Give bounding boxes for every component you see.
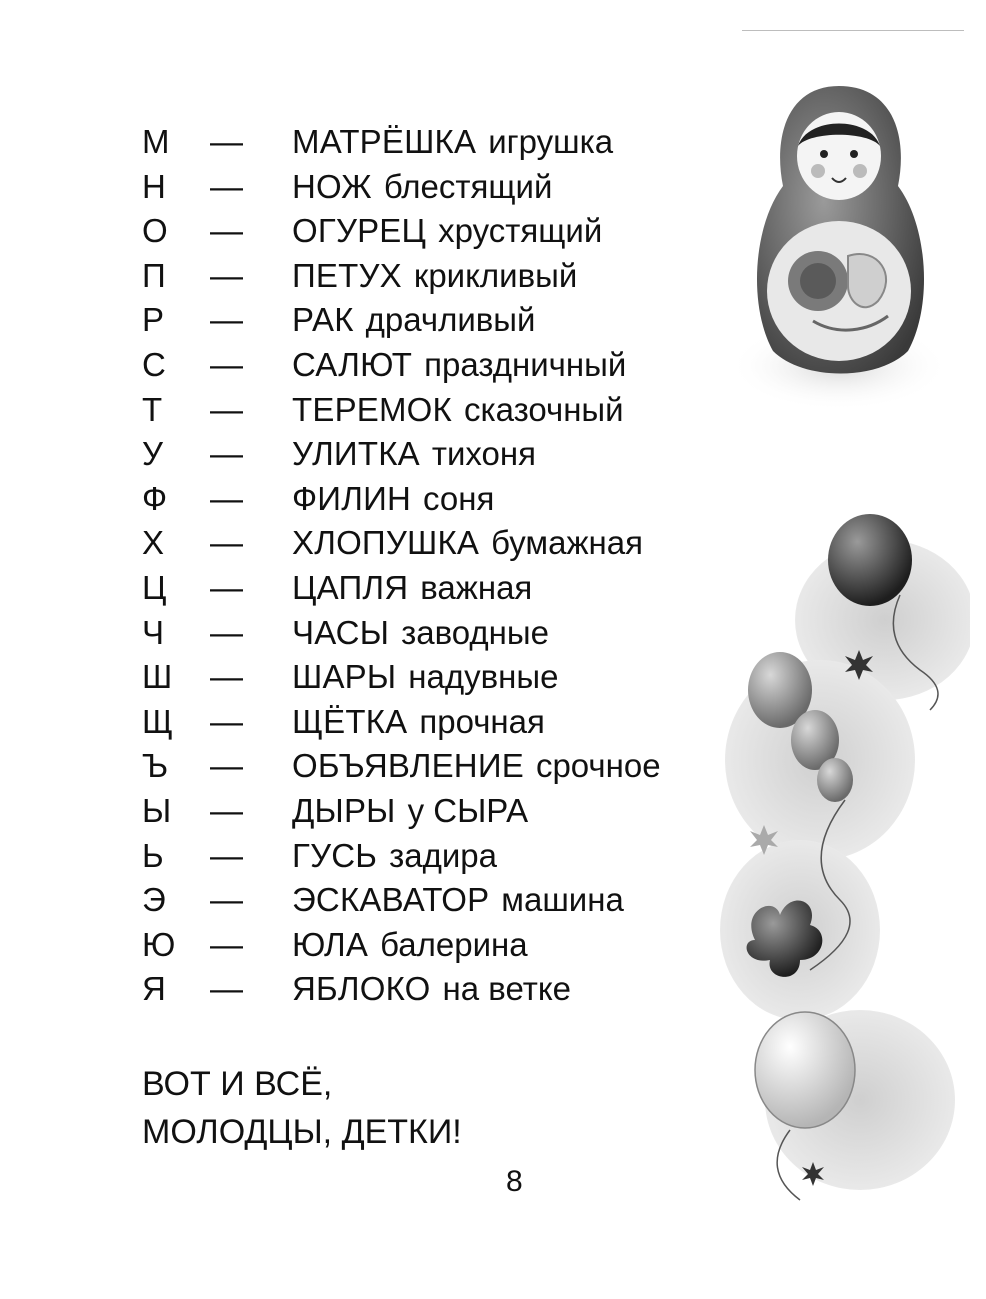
alphabet-row — [142, 298, 742, 343]
alphabet-letter: Ч — [142, 613, 164, 651]
dash-separator: — — [210, 925, 243, 963]
alphabet-letter: С — [142, 345, 166, 383]
alphabet-phrase — [292, 923, 528, 968]
dash-separator: — — [210, 256, 243, 294]
alphabet-word: ШАРЫ — [292, 658, 397, 696]
alphabet-description: праздничный — [424, 345, 627, 383]
alphabet-row — [142, 165, 742, 210]
alphabet-phrase — [292, 388, 624, 433]
alphabet-row — [142, 432, 742, 477]
alphabet-description: срочное — [535, 747, 661, 785]
alphabet-word: ХЛОПУШКА — [292, 524, 480, 562]
alphabet-row — [142, 878, 742, 923]
alphabet-word: ЮЛА — [292, 925, 369, 963]
alphabet-row — [142, 700, 742, 745]
alphabet-word: РАК — [292, 301, 354, 339]
alphabet-letter: Ъ — [142, 747, 169, 785]
alphabet-row — [142, 923, 742, 968]
alphabet-letter: О — [142, 212, 168, 250]
alphabet-description: соня — [423, 479, 495, 517]
dash-separator: — — [210, 836, 243, 874]
alphabet-description: игрушка — [488, 123, 614, 160]
alphabet-list — [142, 120, 742, 1012]
dash-separator: — — [210, 613, 243, 651]
alphabet-word: УЛИТКА — [292, 435, 420, 473]
alphabet-phrase — [292, 611, 549, 656]
alphabet-letter: Х — [142, 524, 165, 562]
alphabet-phrase — [292, 477, 494, 522]
dash-separator: — — [210, 881, 243, 919]
closing-line-1: ВОТ И ВСЁ, — [142, 1065, 333, 1103]
alphabet-row — [142, 834, 742, 879]
alphabet-letter: Ь — [142, 836, 164, 874]
alphabet-phrase — [292, 432, 536, 477]
alphabet-letter: Ю — [142, 925, 176, 963]
alphabet-letter: Щ — [142, 702, 173, 740]
alphabet-description: бумажная — [491, 524, 643, 562]
alphabet-description: прочная — [419, 702, 545, 740]
alphabet-phrase — [292, 878, 624, 923]
dash-separator: — — [210, 390, 243, 428]
alphabet-word: ЭСКАВАТОР — [292, 881, 490, 919]
dash-separator: — — [210, 479, 243, 517]
dash-separator: — — [210, 970, 243, 1008]
alphabet-row — [142, 477, 742, 522]
alphabet-row — [142, 521, 742, 566]
alphabet-word: ЧАСЫ — [292, 613, 390, 651]
alphabet-word: МАТРЁШКА — [292, 123, 477, 160]
alphabet-word: ДЫРЫ — [292, 791, 396, 829]
alphabet-word: ТЕРЕМОК — [292, 390, 452, 428]
balloons-illustration — [720, 500, 970, 1210]
alphabet-row — [142, 744, 742, 789]
dash-separator: — — [210, 301, 243, 339]
alphabet-letter: Н — [142, 167, 166, 205]
alphabet-letter: Ы — [142, 791, 172, 829]
alphabet-description: крикливый — [413, 256, 578, 294]
alphabet-description: заводные — [401, 613, 549, 651]
alphabet-row — [142, 655, 742, 700]
alphabet-description: тихоня — [431, 435, 536, 473]
alphabet-phrase — [292, 254, 577, 299]
dash-separator: — — [210, 702, 243, 740]
alphabet-letter: Ф — [142, 479, 168, 517]
alphabet-word: ПЕТУХ — [292, 256, 402, 294]
dash-separator: — — [210, 435, 243, 473]
alphabet-letter: М — [142, 123, 170, 160]
dash-separator: — — [210, 167, 243, 205]
alphabet-letter: Ц — [142, 568, 167, 606]
page-number: 8 — [506, 1165, 523, 1198]
alphabet-word: ЯБЛОКО — [292, 970, 431, 1008]
alphabet-word: ОГУРЕЦ — [292, 212, 427, 250]
alphabet-description: блестящий — [383, 167, 553, 205]
alphabet-row — [142, 967, 742, 1012]
alphabet-phrase — [292, 209, 602, 254]
alphabet-word: ЦАПЛЯ — [292, 568, 409, 606]
dash-separator: — — [210, 524, 243, 562]
alphabet-word: ФИЛИН — [292, 479, 412, 517]
alphabet-row — [142, 254, 742, 299]
alphabet-letter: Ш — [142, 658, 173, 696]
alphabet-letter: Р — [142, 301, 165, 339]
alphabet-phrase — [292, 700, 545, 745]
alphabet-phrase — [292, 744, 661, 789]
alphabet-description: хрустящий — [438, 212, 603, 250]
alphabet-row — [142, 566, 742, 611]
dash-separator: — — [210, 791, 243, 829]
alphabet-word: ЩЁТКА — [292, 702, 408, 740]
closing-line-2: МОЛОДЦЫ, ДЕТКИ! — [142, 1113, 462, 1151]
alphabet-description: задира — [389, 836, 498, 874]
dash-separator: — — [210, 212, 243, 250]
alphabet-description: надувные — [408, 658, 559, 696]
alphabet-description: у СЫРА — [407, 791, 529, 829]
alphabet-phrase — [292, 521, 643, 566]
alphabet-description: на ветке — [442, 970, 571, 1008]
alphabet-row — [142, 120, 742, 165]
alphabet-word: ГУСЬ — [292, 836, 378, 874]
dash-separator: — — [210, 123, 243, 160]
dash-separator: — — [210, 658, 243, 696]
alphabet-phrase — [292, 343, 626, 388]
alphabet-row — [142, 209, 742, 254]
alphabet-letter: Т — [142, 390, 163, 428]
alphabet-phrase — [292, 165, 552, 210]
alphabet-description: важная — [420, 568, 533, 606]
alphabet-letter: Э — [142, 881, 166, 919]
alphabet-phrase — [292, 298, 535, 343]
alphabet-description: балерина — [380, 925, 528, 963]
alphabet-row — [142, 343, 742, 388]
alphabet-letter: П — [142, 256, 166, 294]
alphabet-row — [142, 388, 742, 433]
alphabet-phrase — [292, 834, 497, 879]
alphabet-phrase — [292, 120, 613, 165]
closing-text — [142, 1060, 462, 1156]
dash-separator: — — [210, 747, 243, 785]
alphabet-row — [142, 611, 742, 656]
alphabet-phrase — [292, 566, 532, 611]
alphabet-description: драчливый — [365, 301, 536, 339]
alphabet-word: НОЖ — [292, 167, 372, 205]
dash-separator: — — [210, 345, 243, 383]
alphabet-phrase — [292, 655, 558, 700]
alphabet-description: сказочный — [463, 390, 624, 428]
alphabet-word: САЛЮТ — [292, 345, 413, 383]
alphabet-phrase — [292, 789, 528, 834]
matryoshka-illustration — [728, 76, 950, 416]
alphabet-letter: У — [142, 435, 163, 473]
alphabet-word: ОБЪЯВЛЕНИЕ — [292, 747, 524, 785]
alphabet-row — [142, 789, 742, 834]
alphabet-phrase — [292, 967, 571, 1012]
alphabet-letter: Я — [142, 970, 166, 1008]
dash-separator: — — [210, 568, 243, 606]
alphabet-description: машина — [501, 881, 624, 919]
top-rule — [742, 30, 964, 31]
